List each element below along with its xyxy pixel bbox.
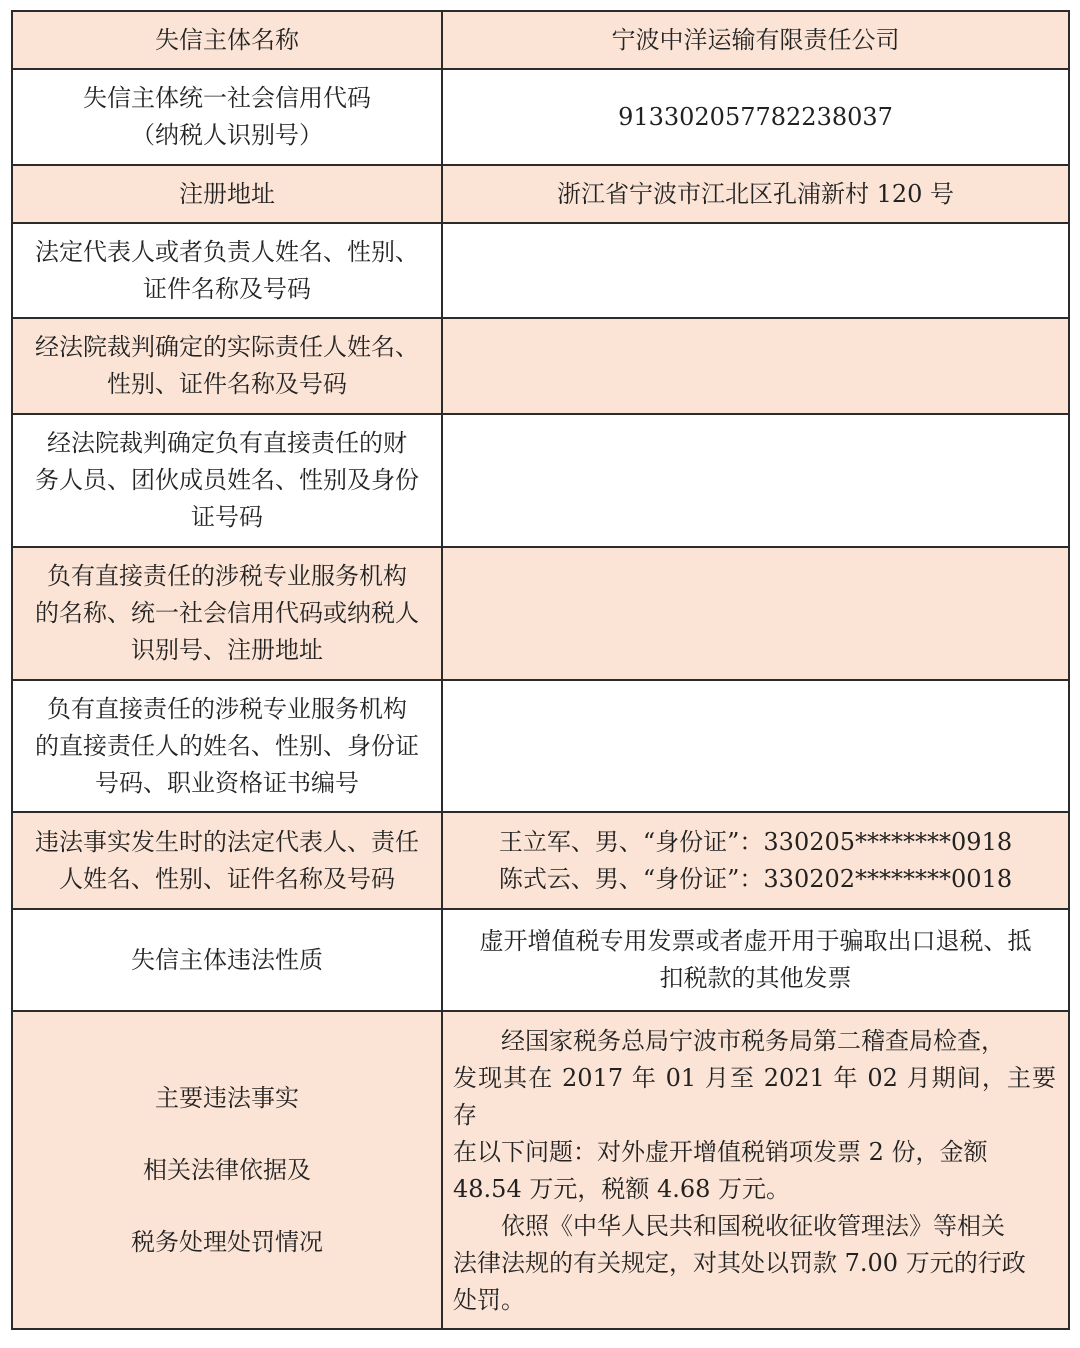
label-line: （纳税人识别号） bbox=[131, 121, 323, 149]
label-agency-responsible-person bbox=[12, 680, 442, 812]
label-line: 负有直接责任的涉税专业服务机构 bbox=[47, 694, 407, 723]
label-line: 证件名称及号码 bbox=[143, 274, 311, 303]
facts-line: 发现其在 2017 年 01 月至 2021 年 02 月期间，主要存 bbox=[453, 1064, 1056, 1129]
label-legal-representative bbox=[12, 223, 442, 318]
row-credit-code bbox=[12, 69, 1069, 165]
value-registered-address bbox=[442, 165, 1069, 223]
row-agency-responsible-person bbox=[12, 680, 1069, 812]
dishonest-entity-info-table bbox=[11, 10, 1070, 1330]
penalty-line: 法律法规的有关规定，对其处以罚款 7.00 万元的行政 bbox=[453, 1249, 1026, 1277]
label-line: 失信主体统一社会信用代码 bbox=[83, 84, 371, 112]
row-registered-address bbox=[12, 165, 1069, 223]
label-line: 的直接责任人的姓名、性别、身份证 bbox=[35, 731, 419, 760]
value-tax-service-agency bbox=[442, 547, 1069, 680]
value-actual-responsible-person bbox=[442, 318, 1069, 414]
penalty-line: 依照《中华人民共和国税收征收管理法》等相关 bbox=[501, 1212, 1005, 1240]
value-entity-name bbox=[442, 11, 1069, 69]
label-line: 经法院裁判确定负有直接责任的财 bbox=[47, 429, 407, 457]
label-credit-code bbox=[12, 69, 442, 165]
penalty-paragraph bbox=[453, 1208, 1056, 1319]
value-line: 王立军、男、“身份证”：330205********0918 bbox=[498, 827, 1013, 856]
row-actual-responsible-person bbox=[12, 318, 1069, 414]
value-main-facts-and-penalty bbox=[442, 1011, 1069, 1329]
table-body bbox=[12, 11, 1069, 1329]
label-registered-address bbox=[12, 165, 442, 223]
row-entity-name bbox=[12, 11, 1069, 69]
label-violation-time-persons bbox=[12, 812, 442, 909]
value-legal-representative bbox=[442, 223, 1069, 318]
value-credit-code bbox=[442, 69, 1069, 165]
row-financial-staff bbox=[12, 414, 1069, 547]
label-entity-name bbox=[12, 11, 442, 69]
label-financial-staff bbox=[12, 414, 442, 547]
row-main-facts-and-penalty bbox=[12, 1011, 1069, 1329]
row-violation-nature bbox=[12, 909, 1069, 1011]
facts-paragraph bbox=[453, 1023, 1056, 1208]
label-main-facts-and-penalty bbox=[12, 1011, 442, 1329]
label-penalty: 税务处理处罚情况 bbox=[131, 1228, 323, 1256]
label-line: 性别、证件名称及号码 bbox=[107, 370, 347, 398]
value-line: 浙江省宁波市江北区孔浦新村 120 号 bbox=[556, 179, 955, 208]
value-line: 陈式云、男、“身份证”：330202********0018 bbox=[498, 864, 1013, 893]
penalty-line: 处罚。 bbox=[453, 1286, 525, 1314]
label-line: 号码、职业资格证书编号 bbox=[95, 768, 359, 797]
row-legal-representative bbox=[12, 223, 1069, 318]
value-line: 扣税款的其他发票 bbox=[659, 964, 852, 992]
label-violation-nature bbox=[12, 909, 442, 1011]
label-line: 法定代表人或者负责人姓名、性别、 bbox=[35, 237, 419, 266]
label-line: 经法院裁判确定的实际责任人姓名、 bbox=[35, 333, 419, 361]
value-financial-staff bbox=[442, 414, 1069, 547]
value-line: 虚开增值税专用发票或者虚开用于骗取出口退税、抵 bbox=[479, 927, 1032, 955]
value-violation-time-persons bbox=[442, 812, 1069, 909]
value-line: 宁波中洋运输有限责任公司 bbox=[611, 25, 900, 54]
value-violation-nature bbox=[442, 909, 1069, 1011]
label-line: 注册地址 bbox=[179, 179, 275, 208]
label-line: 识别号、注册地址 bbox=[131, 636, 323, 664]
label-line: 违法事实发生时的法定代表人、责任 bbox=[35, 827, 419, 856]
label-line: 证号码 bbox=[191, 503, 263, 531]
label-legal-basis: 相关法律依据及 bbox=[143, 1156, 311, 1184]
label-line: 的名称、统一社会信用代码或纳税人 bbox=[35, 599, 419, 627]
value-agency-responsible-person bbox=[442, 680, 1069, 812]
label-line: 失信主体名称 bbox=[155, 25, 299, 54]
label-line: 务人员、团伙成员姓名、性别及身份 bbox=[35, 466, 419, 494]
row-tax-service-agency bbox=[12, 547, 1069, 680]
facts-line: 经国家税务总局宁波市税务局第二稽查局检查， bbox=[501, 1027, 1005, 1055]
taxpayer-dishonesty-table-wrapper bbox=[11, 10, 1068, 1330]
label-line: 失信主体违法性质 bbox=[131, 945, 323, 974]
label-line: 人姓名、性别、证件名称及号码 bbox=[59, 864, 395, 893]
facts-line: 48.54 万元，税额 4.68 万元。 bbox=[453, 1175, 791, 1203]
label-main-facts: 主要违法事实 bbox=[155, 1084, 299, 1112]
label-tax-service-agency bbox=[12, 547, 442, 680]
value-line: 913302057782238037 bbox=[618, 102, 893, 131]
label-actual-responsible-person bbox=[12, 318, 442, 414]
facts-line: 在以下问题：对外虚开增值税销项发票 2 份，金额 bbox=[453, 1138, 988, 1166]
label-line: 负有直接责任的涉税专业服务机构 bbox=[47, 562, 407, 590]
row-violation-time-persons bbox=[12, 812, 1069, 909]
